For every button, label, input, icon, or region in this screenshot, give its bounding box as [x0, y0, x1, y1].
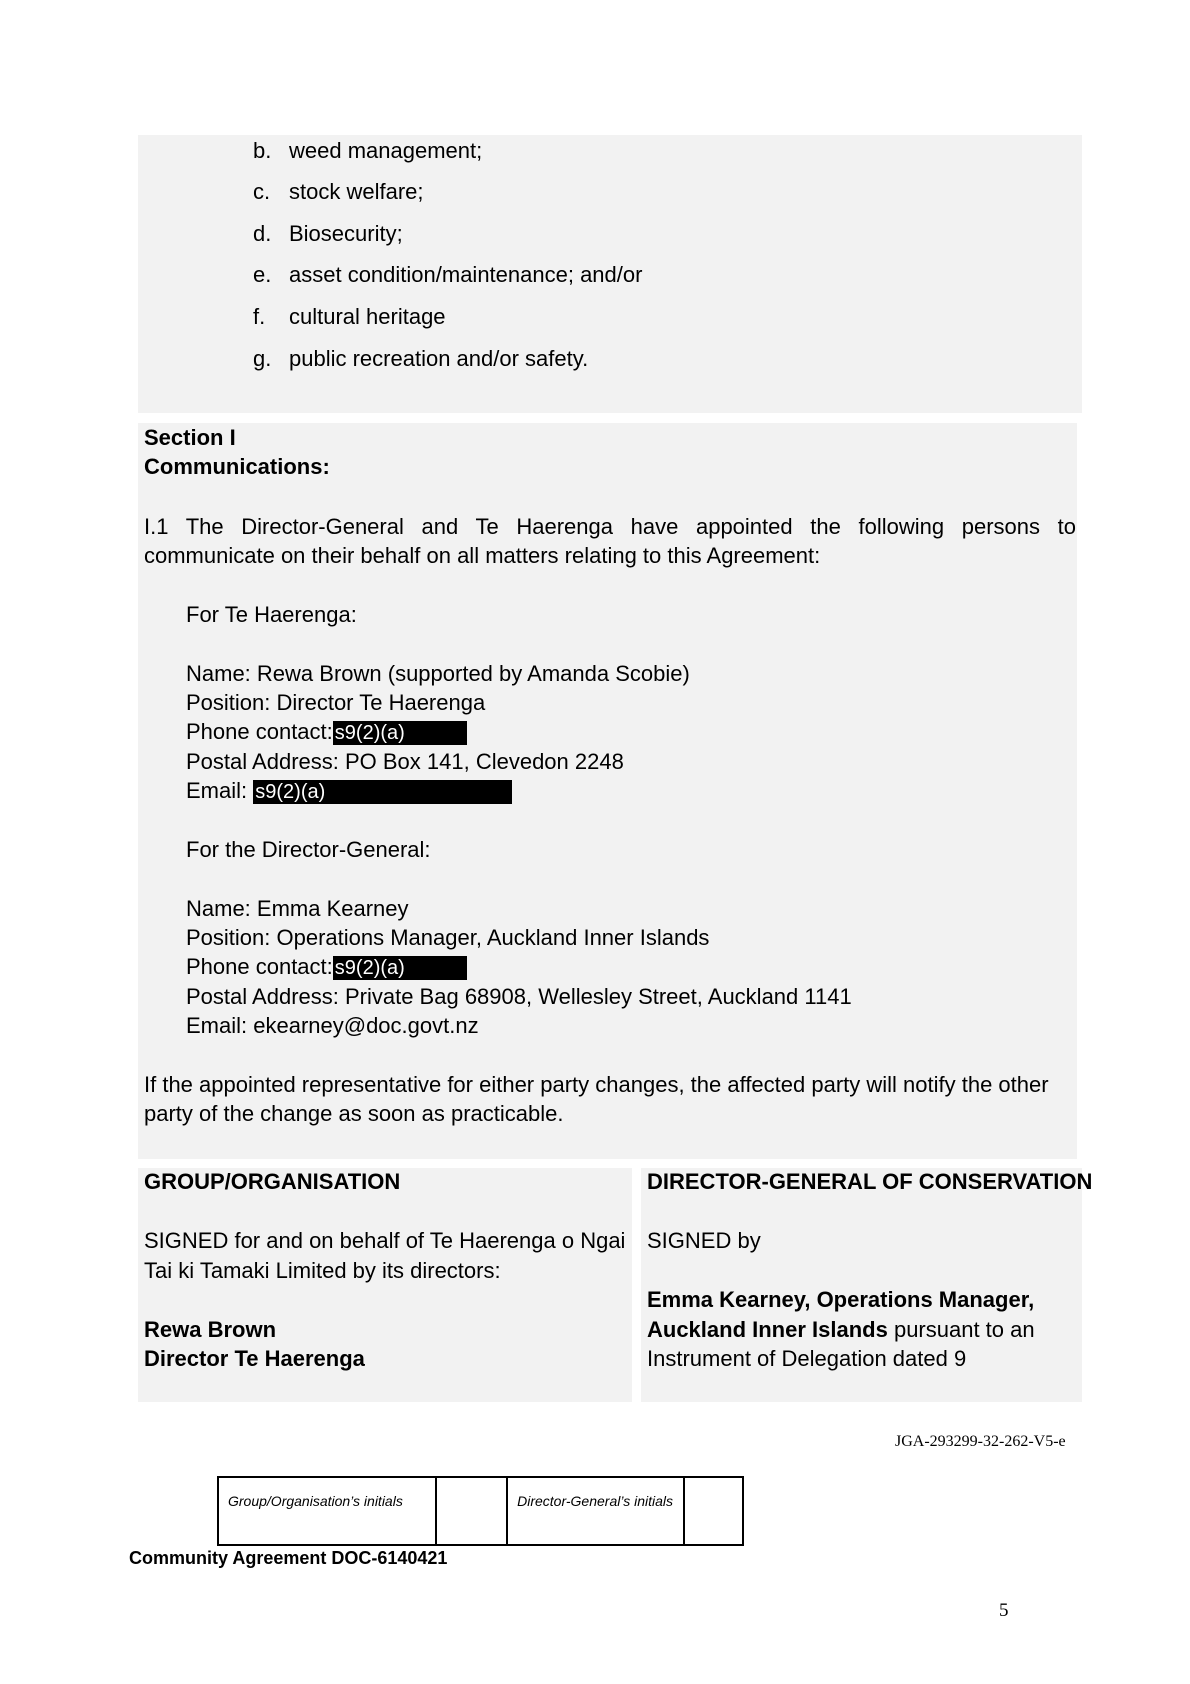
- te-haerenga-position: Position: Director Te Haerenga: [186, 690, 486, 715]
- list-marker: b.: [253, 138, 272, 163]
- director-general-email: Email: ekearney@doc.govt.nz: [186, 1013, 479, 1038]
- director-general-sig-heading: DIRECTOR-GENERAL OF CONSERVATION: [647, 1169, 1093, 1194]
- list-text: cultural heritage: [289, 304, 446, 329]
- list-marker: d.: [253, 221, 272, 246]
- agreement-reference: Community Agreement DOC-6140421: [129, 1548, 448, 1568]
- director-general-initials-label: Director-General’s initials: [507, 1477, 684, 1545]
- director-general-position: Position: Operations Manager, Auckland Inner Islands: [186, 925, 710, 950]
- section-subheading: Communications:: [144, 454, 330, 479]
- group-signed-line-2: Tai ki Tamaki Limited by its directors:: [144, 1258, 501, 1283]
- clause-line-1: I.1 The Director-General and Te Haerenga have appointed the following persons to: [144, 514, 1076, 539]
- director-general-signatory-line-1: Emma Kearney, Operations Manager,: [647, 1287, 1035, 1312]
- clause-line-2: communicate on their behalf on all matters relating to this Agreement:: [144, 543, 821, 568]
- director-general-initials-box[interactable]: [684, 1477, 743, 1545]
- list-marker: f.: [253, 304, 266, 329]
- list-marker: c.: [253, 179, 271, 204]
- director-general-name: Name: Emma Kearney: [186, 896, 409, 921]
- director-general-heading: For the Director-General:: [186, 837, 431, 862]
- signatory-unit: Auckland Inner Islands: [647, 1317, 888, 1342]
- closing-line-1: If the appointed representative for either party changes, the affected party will notify the other: [144, 1072, 1049, 1097]
- group-heading: GROUP/ORGANISATION: [144, 1169, 401, 1194]
- group-signed-line-1: SIGNED for and on behalf of Te Haerenga o Ngai: [144, 1228, 626, 1253]
- closing-line-2: party of the change as soon as practicable.: [144, 1101, 564, 1126]
- phone-label: Phone contact:: [186, 954, 333, 979]
- director-general-postal: Postal Address: Private Bag 68908, Wellesley Street, Auckland 1141: [186, 984, 852, 1009]
- list-text: stock welfare;: [289, 179, 424, 204]
- list-text: weed management;: [289, 138, 483, 163]
- section-heading: Section I: [144, 425, 236, 450]
- director-general-phone: [186, 953, 467, 981]
- redaction-block: s9(2)(a): [333, 956, 467, 980]
- group-initials-label: Group/Organisation’s initials: [218, 1477, 436, 1545]
- te-haerenga-postal: Postal Address: PO Box 141, Clevedon 2248: [186, 749, 624, 774]
- list-text: public recreation and/or safety.: [289, 346, 589, 371]
- te-haerenga-phone: [186, 718, 467, 746]
- phone-label: Phone contact:: [186, 719, 333, 744]
- te-haerenga-email: [186, 777, 512, 805]
- director-general-signed-by: SIGNED by: [647, 1228, 761, 1253]
- list-marker: g.: [253, 346, 272, 371]
- director-general-signatory-line-2: [647, 1316, 1035, 1344]
- redaction-block: s9(2)(a): [333, 721, 467, 745]
- document-reference: JGA-293299-32-262-V5-e: [895, 1433, 1066, 1450]
- director-general-signatory-line-3: Instrument of Delegation dated 9: [647, 1346, 967, 1371]
- te-haerenga-name: Name: Rewa Brown (supported by Amanda Scobie): [186, 661, 690, 686]
- email-label: Email:: [186, 778, 248, 803]
- group-signatory-title: Director Te Haerenga: [144, 1346, 365, 1371]
- initials-table: [217, 1476, 744, 1546]
- list-text: asset condition/maintenance; and/or: [289, 262, 643, 287]
- delegation-text: pursuant to an: [887, 1317, 1035, 1342]
- list-text: Biosecurity;: [289, 221, 403, 246]
- page-number: 5: [999, 1600, 1009, 1621]
- te-haerenga-heading: For Te Haerenga:: [186, 602, 357, 627]
- group-initials-box[interactable]: [436, 1477, 508, 1545]
- group-signatory-name: Rewa Brown: [144, 1317, 277, 1342]
- redaction-block: s9(2)(a): [253, 780, 512, 804]
- list-marker: e.: [253, 262, 272, 287]
